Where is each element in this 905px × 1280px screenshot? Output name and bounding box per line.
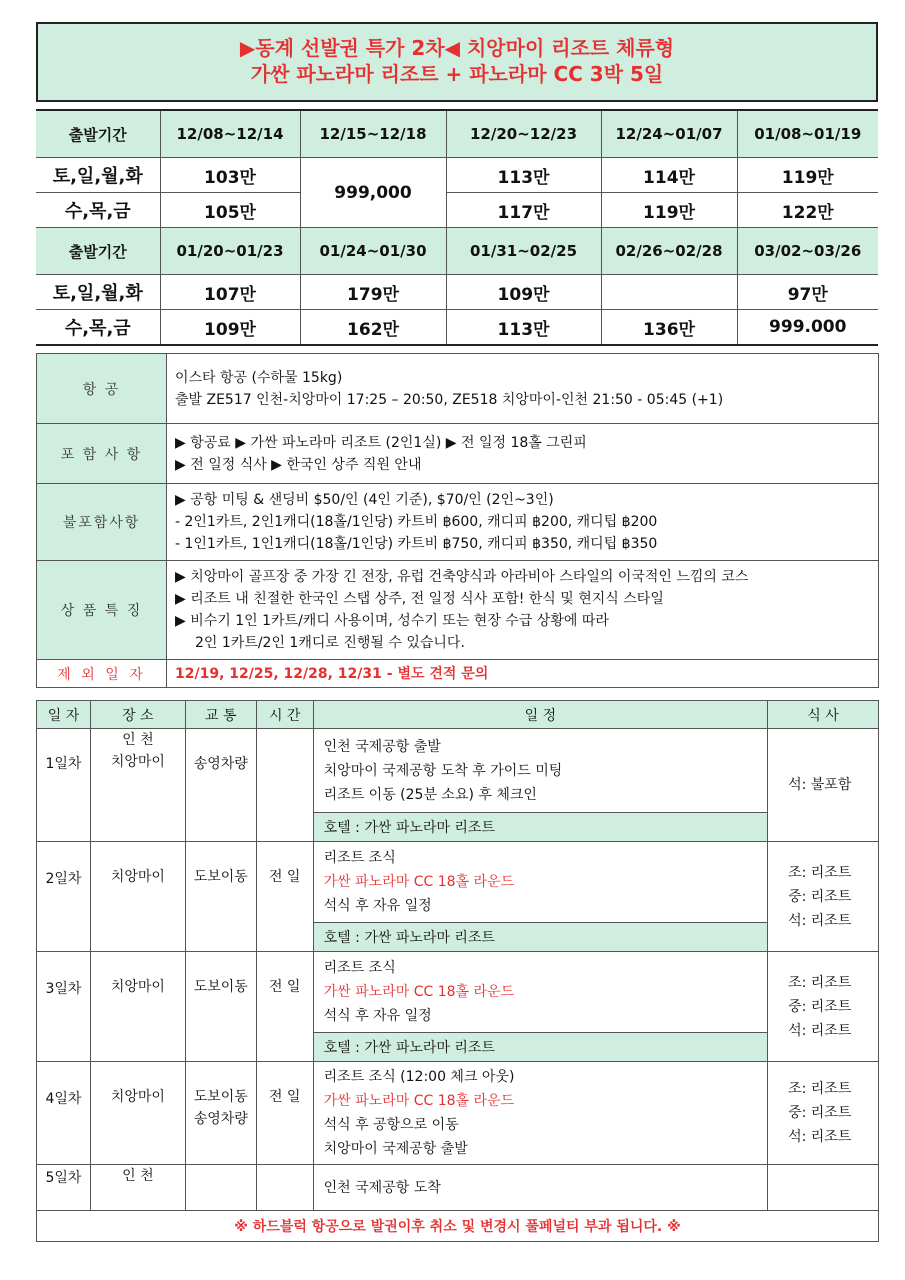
hotel-info: 호텔 : 가싼 파노라마 리조트 [313, 1033, 767, 1062]
transport: 도보이동 [185, 842, 256, 952]
meal: 중: 리조트 [788, 1105, 852, 1121]
activity: 리조트 조식 [323, 960, 396, 976]
features-line: ▶ 리조트 내 친절한 한국인 스탭 상주, 전 일정 식사 포함! 한식 및 현지식 스타일 [175, 591, 664, 607]
price-cell: 999.000 [737, 310, 878, 346]
period-cell: 12/24~01/07 [601, 110, 737, 158]
period-cell: 12/15~12/18 [300, 110, 446, 158]
price-cell: 119만 [737, 158, 878, 193]
title-line-2: 가싼 파노라마 리조트 + 파노라마 CC 3박 5일 [250, 62, 664, 86]
time [256, 729, 313, 842]
col-header: 일 자 [37, 701, 91, 729]
col-header: 시 간 [256, 701, 313, 729]
day-label: 2일차 [37, 842, 91, 952]
meal: 석: 리조트 [788, 1129, 852, 1145]
airline-line: 이스타 항공 (수하물 15kg) [175, 369, 343, 386]
price-row-weekday [36, 275, 878, 310]
col-header: 일 정 [313, 701, 767, 729]
day-row [37, 1062, 879, 1165]
price-cell: 105만 [160, 193, 300, 228]
place: 치앙마이 [90, 842, 185, 952]
transport: 송영차량 [185, 729, 256, 842]
meal: 중: 리조트 [788, 888, 852, 905]
activity: 석식 후 자유 일정 [323, 898, 432, 914]
day-label: 5일차 [37, 1165, 91, 1211]
activity: 인천 국제공항 도착 [313, 1165, 767, 1211]
weekend-label: 수,목,금 [36, 310, 160, 346]
time: 전 일 [256, 952, 313, 1062]
activity: 석식 후 공항으로 이동 [323, 1117, 459, 1133]
schedule-table [36, 700, 879, 1242]
day-row [37, 1165, 879, 1211]
price-header-row-1 [36, 110, 878, 158]
weekday-label: 토,일,월,화 [36, 158, 160, 193]
activity: 치앙마이 국제공항 도착 후 가이드 미팅 [323, 762, 563, 779]
place: 치앙마이 [90, 1062, 185, 1165]
airline-label: 항 공 [37, 354, 167, 424]
period-cell: 12/20~12/23 [446, 110, 601, 158]
price-header-row-2 [36, 228, 878, 275]
excluded-dates-label: 제 외 일 자 [37, 660, 167, 688]
period-cell: 02/26~02/28 [601, 228, 737, 275]
excluded-line: - 1인1카트, 1인1캐디(18홀/1인당) 카트비 ฿750, 캐디피 ฿350, 캐디팁 ฿350 [175, 536, 658, 552]
price-cell: 103만 [160, 158, 300, 193]
day-row [37, 952, 879, 1033]
features-label: 상 품 특 징 [37, 561, 167, 660]
meal: 석: 리조트 [788, 912, 852, 929]
excluded-label: 불포함사항 [37, 484, 167, 561]
hotel-info: 호텔 : 가싼 파노라마 리조트 [313, 923, 767, 952]
transport: 송영차량 [193, 1111, 248, 1127]
features-line: ▶ 비수기 1인 1카트/캐디 사용이며, 성수기 또는 현장 수급 상황에 따라 [175, 613, 609, 629]
hotel-info: 호텔 : 가싼 파노라마 리조트 [313, 813, 767, 842]
activity-golf: 가싼 파노라마 CC 18홀 라운드 [323, 874, 515, 890]
period-cell: 03/02~03/26 [737, 228, 878, 275]
period-label: 출발기간 [36, 228, 160, 275]
weekday-label: 토,일,월,화 [36, 275, 160, 310]
period-cell: 01/08~01/19 [737, 110, 878, 158]
activity: 리조트 이동 (25분 소요) 후 체크인 [323, 786, 537, 803]
price-cell: 113만 [446, 158, 601, 193]
meal: 조: 리조트 [788, 864, 852, 881]
features-row [37, 561, 879, 660]
period-cell: 01/24~01/30 [300, 228, 446, 275]
activity-golf: 가싼 파노라마 CC 18홀 라운드 [323, 1093, 515, 1109]
transport: 도보이동 [193, 1089, 248, 1105]
meal: 조: 리조트 [788, 974, 852, 991]
place: 치앙마이 [110, 754, 165, 770]
transport: 도보이동 [185, 952, 256, 1062]
price-cell: 109만 [446, 275, 601, 310]
meal: 석: 불포함 [768, 729, 879, 842]
weekend-label: 수,목,금 [36, 193, 160, 228]
meal: 석: 리조트 [788, 1022, 852, 1039]
period-cell: 01/31~02/25 [446, 228, 601, 275]
features-line: 2인 1카트/2인 1캐디로 진행될 수 있습니다. [195, 635, 465, 651]
price-cell: 179만 [300, 275, 446, 310]
included-line: ▶ 전 일정 식사 ▶ 한국인 상주 직원 안내 [175, 456, 422, 473]
airline-line: 출발 ZE517 인천-치앙마이 17:25 – 20:50, ZE518 치앙마이-인천 21:50 - 05:45 (+1) [175, 391, 724, 408]
place: 치앙마이 [90, 952, 185, 1062]
airline-row [37, 354, 879, 424]
price-cell: 999,000 [300, 158, 446, 228]
included-line: ▶ 항공료 ▶ 가싼 파노라마 리조트 (2인1실) ▶ 전 일정 18홀 그린피 [175, 434, 587, 451]
excluded-line: - 2인1카트, 2인1캐디(18홀/1인당) 카트비 ฿600, 캐디피 ฿200, 캐디팁 ฿200 [175, 514, 658, 530]
price-cell: 113만 [446, 310, 601, 346]
time: 전 일 [256, 1062, 313, 1165]
schedule-header-row [37, 701, 879, 729]
period-cell: 01/20~01/23 [160, 228, 300, 275]
activity: 인천 국제공항 출발 [323, 738, 441, 755]
price-row-weekday [36, 158, 878, 193]
info-table [36, 353, 879, 688]
price-cell: 119만 [601, 193, 737, 228]
price-cell: 114만 [601, 158, 737, 193]
included-label: 포 함 사 항 [37, 424, 167, 484]
period-label: 출발기간 [36, 110, 160, 158]
excluded-dates-text: 12/19, 12/25, 12/28, 12/31 - 별도 견적 문의 [167, 660, 879, 688]
price-row-weekend [36, 193, 878, 228]
day-row [37, 842, 879, 923]
note-row [37, 1211, 879, 1242]
excluded-line: ▶ 공항 미팅 & 샌딩비 $50/인 (4인 기준), $70/인 (2인~3인) [175, 492, 554, 508]
time: 전 일 [256, 842, 313, 952]
price-row-weekend [36, 310, 878, 346]
place: 인 천 [90, 1165, 185, 1211]
title-line-1: ▶동계 선발권 특가 2차◀ 치앙마이 리조트 체류형 [239, 36, 675, 60]
col-header: 교 통 [185, 701, 256, 729]
price-cell: 122만 [737, 193, 878, 228]
price-cell [601, 275, 737, 310]
col-header: 식 사 [768, 701, 879, 729]
day-label: 1일차 [37, 729, 91, 842]
price-table [36, 109, 878, 346]
activity-golf: 가싼 파노라마 CC 18홀 라운드 [323, 984, 515, 1000]
price-cell: 162만 [300, 310, 446, 346]
price-cell: 107만 [160, 275, 300, 310]
price-cell: 109만 [160, 310, 300, 346]
day-label: 3일차 [37, 952, 91, 1062]
activity: 석식 후 자유 일정 [323, 1008, 432, 1024]
meal: 조: 리조트 [788, 1081, 852, 1097]
cancellation-note: ※ 하드블럭 항공으로 발권이후 취소 및 변경시 풀페널티 부과 됩니다. ※ [37, 1211, 879, 1242]
features-line: ▶ 치앙마이 골프장 중 가장 긴 전장, 유럽 건축양식과 아라비아 스타일의 이국적인 느낌의 코스 [175, 569, 749, 585]
price-cell: 97만 [737, 275, 878, 310]
excluded-dates-row [37, 660, 879, 688]
meal: 중: 리조트 [788, 998, 852, 1015]
col-header: 장 소 [90, 701, 185, 729]
place: 인 천 [122, 732, 154, 748]
activity: 리조트 조식 [323, 850, 396, 866]
day-row [37, 729, 879, 813]
activity: 리조트 조식 (12:00 체크 아웃) [323, 1069, 515, 1085]
included-row [37, 424, 879, 484]
day-label: 4일차 [37, 1062, 91, 1165]
price-cell: 136만 [601, 310, 737, 346]
price-cell: 117만 [446, 193, 601, 228]
excluded-row [37, 484, 879, 561]
page-title-banner [36, 22, 878, 102]
activity: 치앙마이 국제공항 출발 [323, 1141, 468, 1157]
period-cell: 12/08~12/14 [160, 110, 300, 158]
